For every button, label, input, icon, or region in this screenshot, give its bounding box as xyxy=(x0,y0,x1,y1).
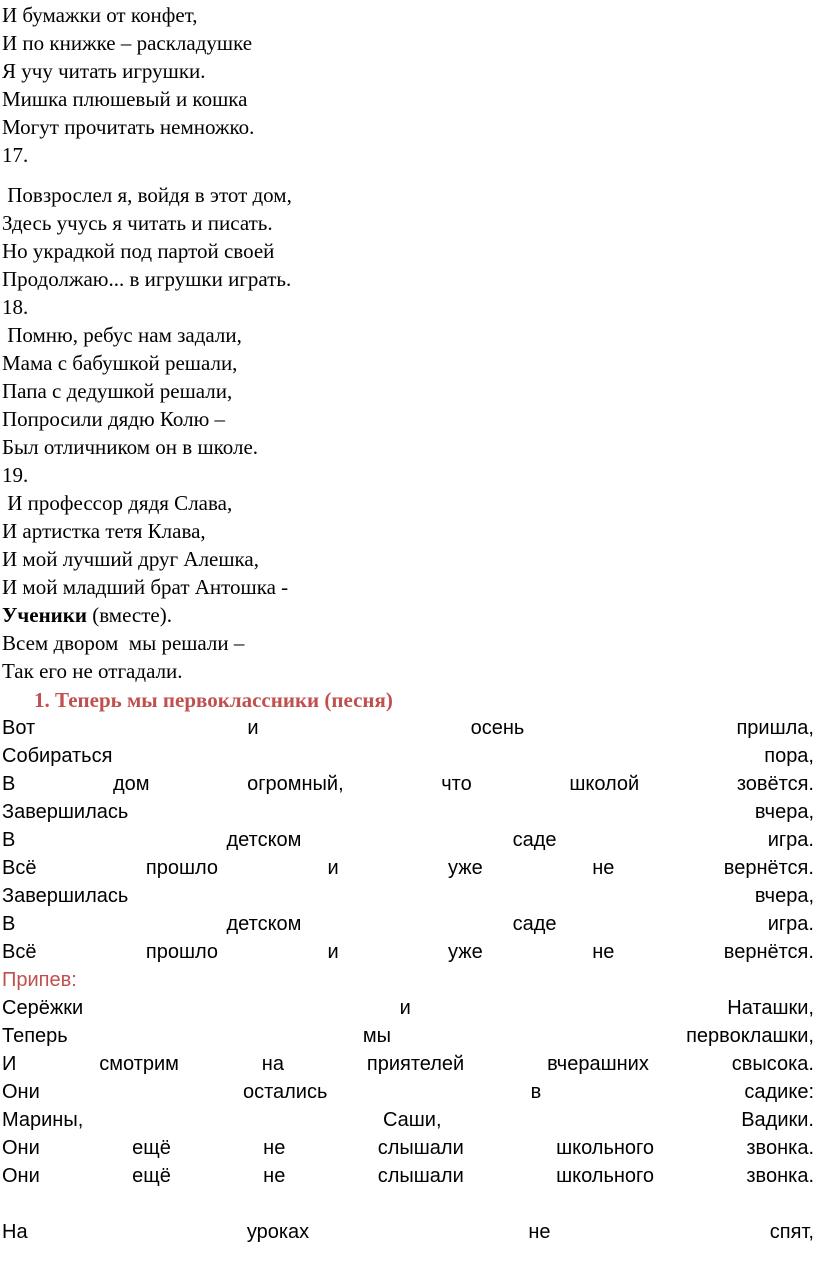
song-word: ещё xyxy=(132,1165,171,1187)
song-word: В xyxy=(2,913,16,935)
song-word: Теперь xyxy=(2,1025,68,1047)
poem-line: Здесь учусь я читать и писать. xyxy=(2,211,273,235)
song-word: пришла, xyxy=(736,717,814,739)
song-word: игра. xyxy=(767,913,814,935)
song-word: звонка. xyxy=(746,1165,814,1187)
poem-line: Я учу читать игрушки. xyxy=(2,59,206,83)
poem-line: Помню, ребус нам задали, xyxy=(2,323,242,347)
poem-line: Могут прочитать немножко. xyxy=(2,115,255,139)
chorus-line xyxy=(2,994,814,1022)
chorus-label: Припев: xyxy=(2,969,77,991)
poem-line: Так его не отгадали. xyxy=(2,659,183,683)
song-word: не xyxy=(592,941,615,963)
verse-line xyxy=(2,1218,814,1246)
verse-number: 17. xyxy=(2,143,29,167)
chorus-line xyxy=(2,1078,814,1106)
song-word: Они xyxy=(2,1081,40,1103)
poem-line: Повзрослел я, войдя в этот дом, xyxy=(2,183,292,207)
song-word: школьного xyxy=(556,1137,655,1159)
poem-line: Мама с бабушкой решали, xyxy=(2,351,238,375)
poem-line: Всем двором мы решали – xyxy=(2,631,245,655)
song-word: Наташки, xyxy=(727,997,814,1019)
chorus-line xyxy=(2,1162,814,1190)
song-word: вернётся. xyxy=(723,941,814,963)
song-word: и xyxy=(399,997,411,1019)
poem-line: Папа с дедушкой решали, xyxy=(2,379,233,403)
song-word: на xyxy=(261,1053,284,1075)
song-word: свысока. xyxy=(731,1053,814,1075)
verse-line xyxy=(2,798,814,826)
song-word: садике: xyxy=(744,1081,814,1103)
song-word: Вадики. xyxy=(741,1109,814,1131)
song-word: мы xyxy=(362,1025,391,1047)
song-word: Саши, xyxy=(382,1109,442,1131)
verse-number: 18. xyxy=(2,295,29,319)
song-word: Они xyxy=(2,1137,40,1159)
song-word: Они xyxy=(2,1165,40,1187)
song-word: звонка. xyxy=(746,1137,814,1159)
chorus-line xyxy=(2,1050,814,1078)
song-word: и xyxy=(327,941,339,963)
song-word: саде xyxy=(512,829,557,851)
song-word: и xyxy=(327,857,339,879)
poem-line: И по книжке – раскладушке xyxy=(2,31,253,55)
song-word: не xyxy=(528,1221,551,1243)
song-word: ещё xyxy=(132,1137,171,1159)
song-word: В xyxy=(2,829,16,851)
song-word: в xyxy=(530,1081,542,1103)
song-word: уже xyxy=(448,857,483,879)
song-word: школой xyxy=(569,773,640,795)
song-word: игра. xyxy=(767,829,814,851)
song-word: не xyxy=(263,1137,286,1159)
song-word: слышали xyxy=(377,1137,464,1159)
song-word: не xyxy=(263,1165,286,1187)
song-word: вернётся. xyxy=(723,857,814,879)
poem-line: Был отличником он в школе. xyxy=(2,435,259,459)
poem-line: Попросили дядю Колю – xyxy=(2,407,226,431)
chorus-line xyxy=(2,1134,814,1162)
song-word: Марины, xyxy=(2,1109,84,1131)
song-word: И xyxy=(2,1053,17,1075)
song-word: пора, xyxy=(764,745,814,767)
song-word: прошло xyxy=(145,857,219,879)
song-word: спят, xyxy=(769,1221,814,1243)
poem-line: И мой лучший друг Алешка, xyxy=(2,547,259,571)
chorus-line xyxy=(2,1106,814,1134)
song-word: и xyxy=(247,717,259,739)
verse-line xyxy=(2,938,814,966)
verse-line xyxy=(2,910,814,938)
speaker-name: Ученики xyxy=(2,603,87,627)
song-word: детском xyxy=(226,913,302,935)
verse-line xyxy=(2,854,814,882)
song-word: вчерашних xyxy=(547,1053,649,1075)
verse-line xyxy=(2,826,814,854)
song-word: детском xyxy=(226,829,302,851)
song-word: В xyxy=(2,773,16,795)
song-word: не xyxy=(592,857,615,879)
poem-line: Продолжаю... в игрушки играть. xyxy=(2,267,292,291)
speaker-note: (вместе). xyxy=(86,603,172,627)
song-word: прошло xyxy=(145,941,219,963)
song-word: Завершилась xyxy=(2,801,129,823)
verse-line xyxy=(2,882,814,910)
verse-line xyxy=(2,770,814,798)
song-word: уроках xyxy=(246,1221,310,1243)
song-word: Вот xyxy=(2,717,36,739)
song-word: школьного xyxy=(556,1165,655,1187)
song-word: остались xyxy=(242,1081,328,1103)
song-word: саде xyxy=(512,913,557,935)
poem-line: И профессор дядя Слава, xyxy=(2,491,233,515)
song-word: огромный, xyxy=(247,773,344,795)
song-word: что xyxy=(441,773,472,795)
poem-line: И бумажки от конфет, xyxy=(2,3,198,27)
song-word: уже xyxy=(448,941,483,963)
song-word: вчера, xyxy=(754,801,814,823)
verse-number: 19. xyxy=(2,463,29,487)
song-word: Серёжки xyxy=(2,997,84,1019)
song-word: слышали xyxy=(377,1165,464,1187)
poem-line: Но украдкой под партой своей xyxy=(2,239,275,263)
verse-line xyxy=(2,742,814,770)
poem-line: Мишка плюшевый и кошка xyxy=(2,87,248,111)
poem-line: И артистка тетя Клава, xyxy=(2,519,206,543)
song-word: первоклашки, xyxy=(686,1025,814,1047)
song-word: Собираться xyxy=(2,745,113,767)
song-word: вчера, xyxy=(754,885,814,907)
poem-line: И мой младший брат Антошка - xyxy=(2,575,289,599)
song-word: На xyxy=(2,1221,28,1243)
song-word: Завершилась xyxy=(2,885,129,907)
verse-line xyxy=(2,714,814,742)
song-word: смотрим xyxy=(99,1053,179,1075)
song-word: Всё xyxy=(2,941,37,963)
song-word: приятелей xyxy=(366,1053,465,1075)
song-title: 1. Теперь мы первоклассники (песня) xyxy=(34,688,393,712)
song-word: Всё xyxy=(2,857,37,879)
speaker-line xyxy=(2,601,814,629)
chorus-line xyxy=(2,1022,814,1050)
song-word: зовётся. xyxy=(736,773,814,795)
song-word: осень xyxy=(470,717,525,739)
song-word: дом xyxy=(112,773,150,795)
